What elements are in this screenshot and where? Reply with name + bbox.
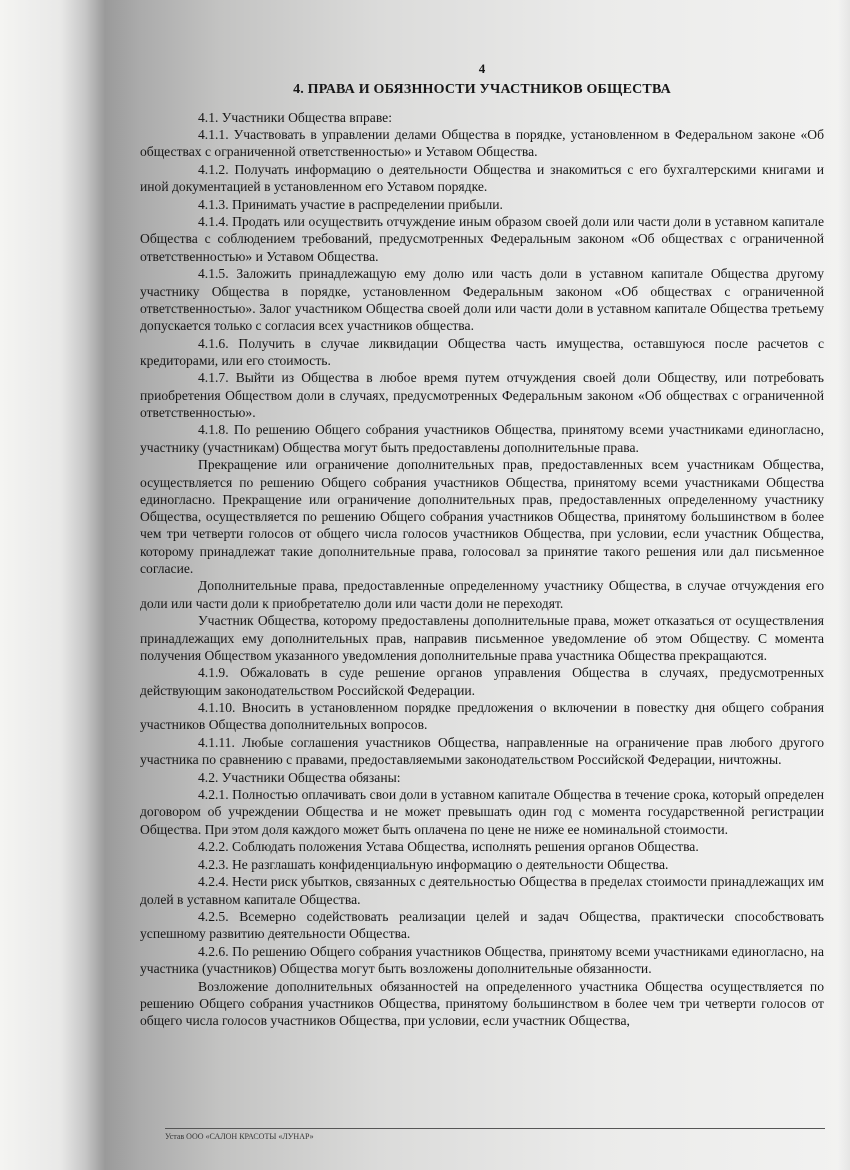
page-number: 4 [478, 61, 486, 76]
section-heading: 4. ПРАВА И ОБЯЗННОСТИ УЧАСТНИКОВ ОБЩЕСТВА [293, 82, 671, 98]
paragraph: 4.2. Участники Общества обязаны: [198, 769, 401, 785]
paragraph: 4.1.6. Получить в случае ликвидации Общества часть имущества, оставшуюся после расчетов с кредиторами, или его стоимость. [140, 335, 824, 368]
page-body [140, 60, 824, 1030]
paragraph: 4.1.8. По решению Общего собрания участников Общества, принятому всеми участниками единогласно, участнику (участникам) Общества могут быть предоставлены дополнительные права. [140, 422, 824, 455]
paragraph: 4.1.2. Получать информацию о деятельности Общества и знакомиться с его бухгалтерскими книгами и иной документацией в установленном его Уставом порядке. [140, 161, 824, 195]
paragraph: 4.1.9. Обжаловать в суде решение органов управления Общества в случаях, предусмотренных действующим законодательством Российской Федерации. [140, 665, 824, 698]
paragraph: Прекращение или ограничение дополнительных прав, предоставленных всем участникам Общества, осуществляется по решению Общего собрания участников Общества, принятому всеми участниками Общества единогласно. Прекращение или ограничение дополнительных прав, предоставленных определенному участнику Общества, осуществляется по решению Общего собрания участников Общества, принятому большинством в более чем три четверти голосов от общего числа голосов участников Общества, при условии, если участник Общества, которому принадлежат такие дополнительные права, голосовал за принятие такого решения или дал письменное согласие. [140, 457, 824, 576]
paragraph: 4.2.5. Всемерно содействовать реализации целей и задач Общества, практически способствовать успешному развитию деятельности Общества. [140, 909, 824, 942]
page-footer: Устав ООО «САЛОН КРАСОТЫ «ЛУНАР» [165, 1128, 825, 1141]
paragraph: 4.2.6. По решению Общего собрания участников Общества, принятому всеми участниками единогласно, на участника (участников) Общества могут быть возложены дополнительные обязанности. [140, 943, 824, 977]
paragraph-list [140, 109, 824, 1030]
paragraph: 4.2.4. Нести риск убытков, связанных с деятельностью Общества в пределах стоимости принадлежащих им долей в уставном капитале Общества. [140, 874, 824, 907]
paragraph: 4.1.11. Любые соглашения участников Общества, направленные на ограничение прав любого другого участника по сравнению с правами, предоставляемыми законодательством Российской Федерации, ничтожны. [140, 734, 824, 768]
paragraph: Участник Общества, которому предоставлены дополнительные права, может отказаться от осуществления принадлежащих ему дополнительных прав, направив письменное уведомление об этом Обществу. С момента получения Обществом указанного уведомления дополнительные права участника Общества прекращаются. [140, 613, 824, 663]
paragraph: Возложение дополнительных обязанностей на определенного участника Общества осуществляется по решению Общего собрания участников Общества, принятому большинством в более чем три четверти голосов от общего числа голосов участников Общества, при условии, если участник Общества, [140, 978, 824, 1029]
paragraph: 4.1. Участники Общества вправе: [198, 109, 392, 125]
paragraph: 4.2.1. Полностью оплачивать свои доли в уставном капитале Общества в течение срока, который определен договором об учреждении Общества и не может превышать один год с момента государственной регистрации Общества. При этом доля каждого может быть оплачена по цене не ниже ее номинальной стоимости. [140, 787, 824, 837]
paragraph: 4.1.7. Выйти из Общества в любое время путем отчуждения своей доли Обществу, или потребовать приобретения Обществом доли в случаях, предусмотренных Федеральным законом «Об обществах с ограниченной ответственностью». [140, 370, 824, 420]
paragraph: 4.1.4. Продать или осуществить отчуждение иным образом своей доли или части доли в уставном капитале Общества с соблюдением требований, предусмотренных Федеральным законом «Об обществах с ограниченной ответственностью» и Уставом Общества. [140, 214, 824, 264]
paragraph: 4.1.3. Принимать участие в распределении прибыли. [198, 196, 503, 212]
paragraph: 4.1.5. Заложить принадлежащую ему долю или часть доли в уставном капитале Общества другому участнику Общества в порядке, установленном Федеральным законом «Об обществах с ограниченной ответственностью». Залог участником Общества своей доли или части доли в уставном капитале Общества третьему допускается только с согласия всех участников общества. [140, 266, 824, 334]
paragraph: 4.1.10. Вносить в установленном порядке предложения о включении в повестку дня общего собрания участников Общества дополнительных вопросов. [140, 700, 824, 733]
paragraph: 4.2.2. Соблюдать положения Устава Общества, исполнять решения органов Общества. [198, 839, 699, 855]
page-edge-shadow [838, 0, 850, 1170]
paragraph: 4.1.1. Участвовать в управлении делами Общества в порядке, установленном в Федеральном законе «Об обществах с ограниченной ответственностью» и Уставом Общества. [140, 127, 824, 160]
paragraph: Дополнительные права, предоставленные определенному участнику Общества, в случае отчуждения его доли или части доли к приобретателю доли или части доли не переходят. [140, 578, 824, 611]
paragraph: 4.2.3. Не разглашать конфиденциальную информацию о деятельности Общества. [198, 856, 669, 872]
